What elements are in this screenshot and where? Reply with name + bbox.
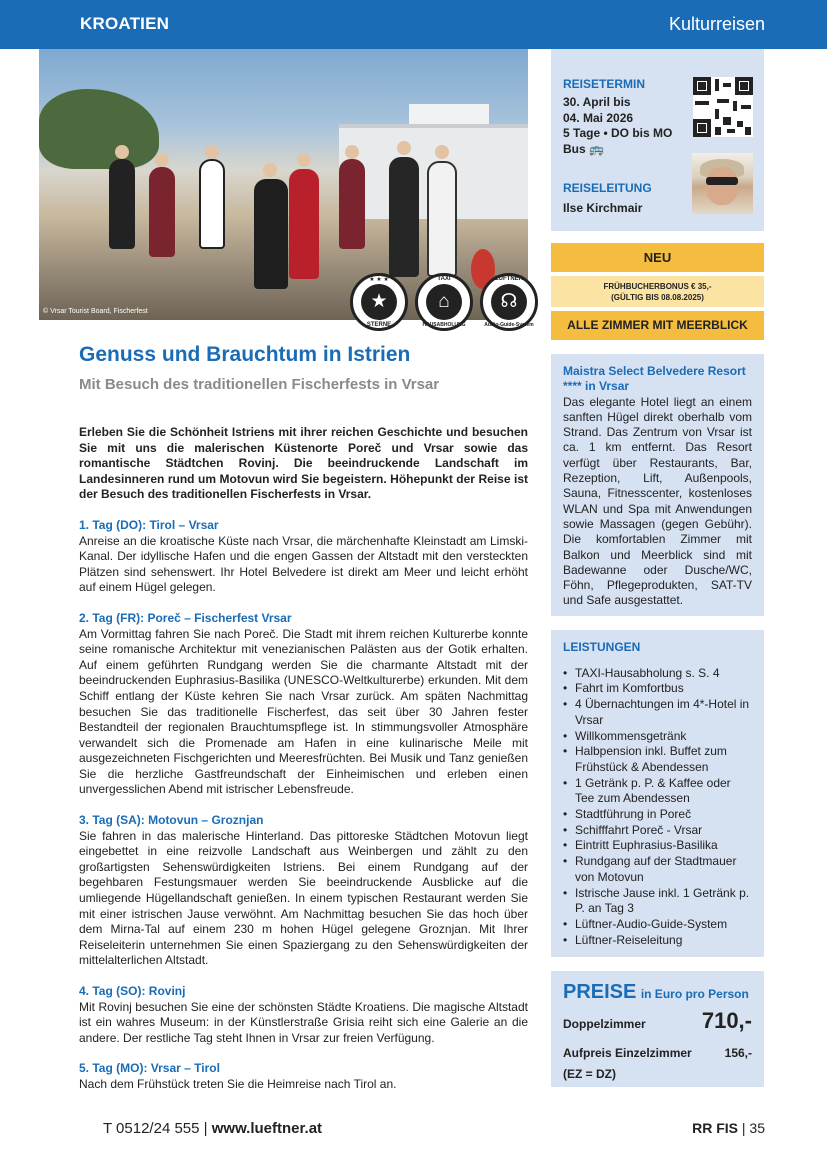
termin-box bbox=[551, 49, 764, 231]
meerblick-label: ALLE ZIMMER MIT MEERBLICK bbox=[551, 311, 764, 340]
badge-sterne: ★ ★ ★ ★ STERNE bbox=[350, 273, 408, 331]
itinerary bbox=[79, 425, 528, 1093]
hotel-name: Maistra Select Belvedere Resort **** in Vrsar bbox=[563, 364, 746, 394]
list-item: • Lüftner-Reiseleitung bbox=[563, 933, 752, 949]
day-4-text: Mit Rovinj besuchen Sie eine der schönsten Städte Kroatiens. Die magische Altstadt ist ein wahres Museum: in der Künstlerstraße Grisia reiht sich eine Galerie an die andere. Der restliche Tag steht Ihnen in Vrsar zur freien Verfügung. bbox=[79, 999, 528, 1045]
day-1-title: 1. Tag (DO): Tirol – Vrsar bbox=[79, 517, 219, 532]
website-link[interactable]: www.lueftner.at bbox=[211, 1120, 323, 1137]
preise-box bbox=[551, 971, 764, 1087]
hotel-box bbox=[551, 354, 764, 616]
list-item: • Eintritt Euphrasius-Basilika bbox=[563, 838, 752, 854]
list-item: • Fahrt im Komfortbus bbox=[563, 681, 752, 697]
list-item: • Stadtführung in Poreč bbox=[563, 807, 752, 823]
star-icon: ★ bbox=[361, 284, 397, 320]
list-item: • 1 Getränk p. P. & Kaffee oder Tee zum Abendessen bbox=[563, 776, 752, 807]
page-title: Genuss und Brauchtum in Istrien bbox=[79, 343, 411, 366]
preise-subtitle: in Euro pro Person bbox=[640, 987, 749, 1001]
footer-contact: T 0512/24 555 | www.lueftner.at bbox=[103, 1120, 323, 1137]
day-3-text: Sie fahren in das malerische Hinterland. Das pittoreske Städtchen Motovun liegt eingebettet in eine reizvolle Landschaft aus Weinbergen und zählt zu den großartigsten Sehenswürdigkeiten Istriens. Bei einem Rundgang auf der begehbaren Festungsmauer werden Sie beeindruckende Ausblicke auf die umliegende Hügellandschaft genießen. In einem typischen Restaurant werden Sie mit einer istrischen Jause verwöhnt. Am Nachmittag besuchen Sie das hoch über dem Mirna-Tal auf einem 230 m hohen Hügel gelegene Groznjan. Mit Ihrer Reiseleiterin unternehmen Sie einen Spaziergang zu den Sehenswürdigkeiten der mittelalterlichen Altstadt. bbox=[79, 828, 528, 968]
catalog-code: RR FIS bbox=[692, 1120, 738, 1136]
intro-text: Erleben Sie die Schönheit Istriens mit ihrer reichen Geschichte und besuchen Sie mit uns die malerischen Küstenorte Poreč und Vrsar sowie das romantische Städtchen Rovinj. Die beeindruckende Landschaft im Landesinneren rund um Motovun wird Sie begeistern. Höhepunkt der Reise ist der Besuch des traditionellen Fischerfests in Vrsar. bbox=[79, 425, 528, 502]
leistungen-box bbox=[551, 630, 764, 957]
termin-line-2: 04. Mai 2026 bbox=[563, 110, 634, 125]
bus-icon: 🚌 bbox=[589, 141, 604, 156]
avatar bbox=[692, 153, 753, 214]
ez-label: Aufpreis Einzelzimmer bbox=[563, 1046, 692, 1060]
termin-line-1: 30. April bis bbox=[563, 95, 631, 109]
list-item: • TAXI-Hausabholung s. S. 4 bbox=[563, 666, 752, 682]
leistungen-list bbox=[563, 666, 752, 949]
category-label: Kulturreisen bbox=[668, 14, 765, 34]
list-item: • Halbpension inkl. Buffet zum Frühstück & Abendessen bbox=[563, 744, 752, 775]
badge-audio-guide: LÜFTNER ☊ Audio-Guide-System bbox=[480, 273, 538, 331]
reiseleitung-label: REISELEITUNG bbox=[563, 181, 652, 195]
header-bar bbox=[0, 0, 827, 49]
ez-price: 156,- bbox=[724, 1046, 752, 1060]
day-3-title: 3. Tag (SA): Motovun – Groznjan bbox=[79, 813, 264, 828]
day-5-title: 5. Tag (MO): Vrsar – Tirol bbox=[79, 1061, 220, 1076]
preise-title: PREISE bbox=[563, 981, 637, 1003]
list-item: • 4 Übernachtungen im 4*-Hotel in Vrsar bbox=[563, 697, 752, 728]
fruehbucher-bonus: FRÜHBUCHERBONUS € 35,- (GÜLTIG BIS 08.08.2025) bbox=[551, 276, 764, 307]
dz-label: Doppelzimmer bbox=[563, 1017, 646, 1031]
leistungen-label: LEISTUNGEN bbox=[563, 640, 641, 654]
page-number: 35 bbox=[749, 1120, 765, 1136]
list-item: • Lüftner-Audio-Guide-System bbox=[563, 917, 752, 933]
qr-code-icon[interactable] bbox=[693, 77, 753, 137]
day-1-text: Anreise an die kroatische Küste nach Vrsar, die märchenhafte Kleinstadt am Limski-Kanal. Der idyllische Hafen und die engen Gassen der Altstadt mit den versteckten Plätzen sind sehenswert. Ihr Hotel Belvedere ist direkt am Meer und leicht erhöht auf einem Hügel gelegen. bbox=[79, 533, 528, 595]
page-subtitle: Mit Besuch des traditionellen Fischerfests in Vrsar bbox=[79, 376, 440, 393]
day-2-title: 2. Tag (FR): Poreč – Fischerfest Vrsar bbox=[79, 610, 292, 625]
footer-page: RR FIS | 35 bbox=[692, 1120, 765, 1136]
ez-note: (EZ = DZ) bbox=[563, 1067, 616, 1081]
termin-line-4: Bus bbox=[563, 141, 586, 156]
list-item: • Willkommensgetränk bbox=[563, 729, 752, 745]
day-2-text: Am Vormittag fahren Sie nach Poreč. Die Stadt mit ihrem reichen Kulturerbe konnte seine romanische Architektur mit venezianischen Palästen aus der Gotik erhalten. Auf einem geführten Rundgang werden Sie die charmante Altstadt mit der beeindruckenden Euphrasius-Basilika (UNESCO-Weltkulturerbe) erkunden. Mit dem Schiff entlang der Küste kehren Sie nach Vrsar zurück. Am späten Nachmittag besuchen Sie das traditionelle Fischerfest, das seit über 30 Jahren fester Bestandteil der regionalen Brauchtumspflege ist. In stimmungsvoller Atmosphäre verwandelt sich die Promenade am Hafen in eine kulinarische Meile mit ausgezeichneten Fischgerichten und Meeresfrüchten. Bei Musik und Tanz genießen Sie die herzliche Gastfreundschaft der Einheimischen und erleben einen unvergesslichen Abend mit istrischer Lebensfreude. bbox=[79, 626, 528, 797]
phone-number[interactable]: T 0512/24 555 bbox=[103, 1120, 200, 1137]
list-item: • Schifffahrt Poreč - Vrsar bbox=[563, 823, 752, 839]
termin-line-3: 5 Tage • DO bis MO bbox=[563, 126, 673, 141]
reiseleitung-name: Ilse Kirchmair bbox=[563, 201, 643, 215]
dz-price: 710,- bbox=[701, 1008, 752, 1033]
photo-credit: © Vrsar Tourist Board, Fischerfest bbox=[43, 308, 148, 315]
headset-icon: ☊ bbox=[491, 284, 527, 320]
hotel-description: Das elegante Hotel liegt an einem sanften Hügel direkt oberhalb vom Strand. Das Zentrum von Vrsar ist ca. 1 km entfernt. Das Resort verfügt über Restaurants, Bar, Rezeption, Lift, Außenpools, Sauna, Fitnesscenter, kostenloses WLAN und Spa mit Anwendungen sowie Massagen (gegen Gebühr). Die komfortablen Zimmer mit Balkon und Meerblick sind mit Badewanne oder Dusche/WC, Föhn, Pflegeprodukten, SAT-TV und Safe ausgestattet. bbox=[563, 394, 752, 608]
badge-taxi: TAXI ⌂ HAUSABHOLUNG bbox=[415, 273, 473, 331]
house-icon: ⌂ bbox=[426, 284, 462, 320]
region-label: KROATIEN bbox=[80, 14, 170, 33]
reisetermin-label: REISETERMIN bbox=[563, 77, 646, 91]
day-5-text: Nach dem Frühstück treten Sie die Heimreise nach Tirol an. bbox=[79, 1076, 397, 1091]
neu-badge: NEU bbox=[551, 243, 764, 272]
list-item: • Istrische Jause inkl. 1 Getränk p. P. an Tag 3 bbox=[563, 886, 752, 917]
list-item: • Rundgang auf der Stadtmauer von Motovun bbox=[563, 854, 752, 885]
day-4-title: 4. Tag (SO): Rovinj bbox=[79, 984, 186, 998]
